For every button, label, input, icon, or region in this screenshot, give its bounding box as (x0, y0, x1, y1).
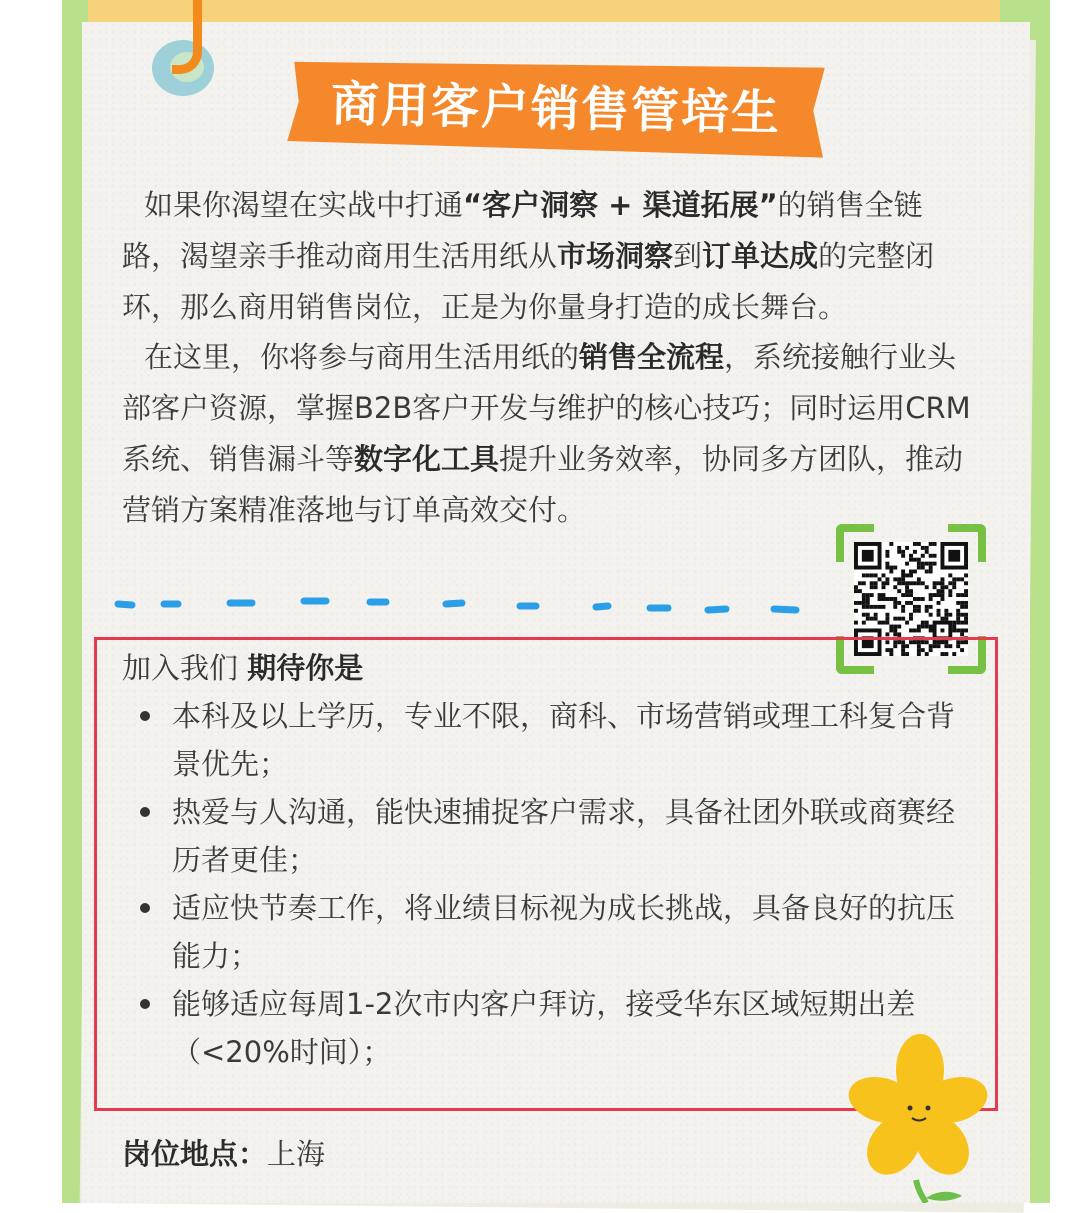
page-title: 商用客户销售管培生 (330, 76, 782, 142)
text-run: 到 (673, 239, 703, 273)
bold-phrase: 市场洞察 (557, 239, 674, 273)
text-run: 的销售全链路，渴望亲手推动商用生活用纸从 (122, 188, 923, 273)
bold-phrase: “客户洞察 + 渠道拓展” (463, 188, 778, 222)
intro-paragraph (122, 180, 972, 333)
text-run: 如果你渴望在实战中打通 (144, 188, 464, 222)
list-item: 本科及以上学历，专业不限，商科、市场营销或理工科复合背景优先； (122, 692, 972, 788)
text-run: 的完整闭环，那么商用销售岗位，正是为你量身打造的成长舞台。 (122, 239, 935, 324)
flower-icon (842, 1030, 992, 1203)
requirements-list (122, 692, 972, 1076)
list-item: 适应快节奏工作，将业绩目标视为成长挑战，具备良好的抗压能力； (122, 884, 972, 980)
text-run: 提升业务效率，协同多方团队，推动营销方案精准落地与订单高效交付。 (122, 442, 964, 527)
job-location: 岗位地点：上海 (122, 1137, 326, 1171)
list-item: 热爱与人沟通，能快速捕捉客户需求，具备社团外联或商赛经历者更佳； (122, 788, 972, 884)
list-item: 能够适应每周1-2次市内客户拜访，接受华东区域短期出差（<20%时间）； (122, 980, 972, 1076)
dashed-divider (112, 592, 812, 616)
detail-paragraph (122, 332, 972, 536)
text-run: ，系统接触行业头部客户资源，掌握B2B客户开发与维护的核心技巧；同时运用CRM系统、销售漏斗等 (122, 340, 971, 476)
bold-phrase: 销售全流程 (579, 340, 725, 374)
bold-phrase: 数字化工具 (354, 442, 500, 476)
text-run: 在这里，你将参与商用生活用纸的 (144, 340, 580, 374)
requirements-heading: 加入我们 期待你是 (122, 651, 364, 685)
bold-phrase: 订单达成 (702, 239, 819, 273)
pushpin-hook-icon (172, 0, 202, 74)
